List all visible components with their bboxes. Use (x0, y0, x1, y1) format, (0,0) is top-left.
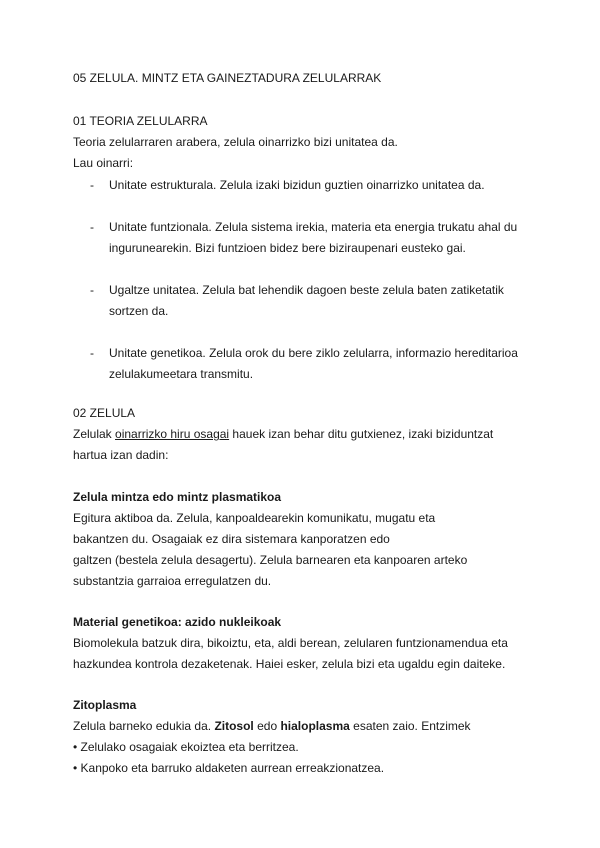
section2-heading: 02 ZELULA (73, 406, 136, 420)
bullet-3-line-2: sortzen da. (109, 304, 169, 318)
bullet-2-line-2: ingurunearekin. Bizi funtzioen bidez bere biziraupenari eusteko gai. (109, 241, 466, 255)
bullet-1-line-1: Unitate estrukturala. Zelula izaki bizidun guztien oinarrizko unitatea da. (109, 178, 485, 192)
bullet-dash: - (90, 346, 94, 360)
zito-post: esaten zaio. Entzimek (349, 719, 471, 733)
mintz-line-4: substantzia garraioa erregulatzen du. (73, 574, 272, 588)
doc-title: 05 ZELULA. MINTZ ETA GAINEZTADURA ZELULARRAK (73, 71, 382, 85)
bullet-2-line-1: Unitate funtzionala. Zelula sistema irekia, materia eta energia trukatu ahal du (109, 220, 518, 234)
zitoplasma-heading: Zitoplasma (73, 698, 137, 712)
section2-intro-line2: hartua izan dadin: (73, 448, 169, 462)
section2-intro (73, 426, 493, 442)
hialoplasma-term: hialoplasma (280, 719, 350, 733)
section1-lau: Lau oinarri: (73, 156, 134, 170)
intro-link: oinarrizko hiru osagai (115, 427, 230, 441)
zito-pre: Zelula barneko edukia da. (73, 719, 215, 733)
zito-mid: edo (253, 719, 281, 733)
bullet-dash: - (90, 178, 94, 192)
material-line-2: hazkundea kontrola dezaketenak. Haiei esker, zelula bizi eta ugaldu egin daiteke. (73, 657, 506, 671)
material-line-1: Biomolekula batzuk dira, bikoiztu, eta, aldi berean, zelularen funtzionamendua eta (73, 636, 508, 650)
zitosol-term: Zitosol (214, 719, 254, 733)
bullet-3-line-1: Ugaltze unitatea. Zelula bat lehendik dagoen beste zelula baten zatiketatik (109, 283, 504, 297)
bullet-4-line-1: Unitate genetikoa. Zelula orok du bere ziklo zelularra, informazio hereditarioa (109, 346, 518, 360)
zitoplasma-bullet-2: • Kanpoko eta barruko aldaketen aurrean erreakzionatzea. (73, 761, 385, 775)
zitoplasma-bullet-1: • Zelulako osagaiak ekoiztea eta berritzea. (73, 740, 299, 754)
mintz-line-2: bakantzen du. Osagaiak ez dira sistemara kanporatzen edo (73, 532, 390, 546)
bullet-dash: - (90, 220, 94, 234)
mintz-line-3: galtzen (bestela zelula desagertu). Zelula barnearen eta kanpoaren arteko (73, 553, 468, 567)
bullet-dash: - (90, 283, 94, 297)
section1-intro: Teoria zelularraren arabera, zelula oinarrizko bizi unitatea da. (73, 135, 398, 149)
section1-heading: 01 TEORIA ZELULARRA (73, 114, 208, 128)
material-heading: Material genetikoa: azido nukleikoak (73, 615, 282, 629)
bullet-4-line-2: zelulakumeetara transmitu. (109, 367, 254, 381)
zitoplasma-line-1 (73, 718, 471, 734)
intro-post: hauek izan behar ditu gutxienez, izaki biziduntzat (229, 427, 494, 441)
mintz-line-1: Egitura aktiboa da. Zelula, kanpoaldearekin komunikatu, mugatu eta (73, 511, 436, 525)
intro-pre: Zelulak (73, 427, 116, 441)
mintz-heading: Zelula mintza edo mintz plasmatikoa (73, 490, 282, 504)
